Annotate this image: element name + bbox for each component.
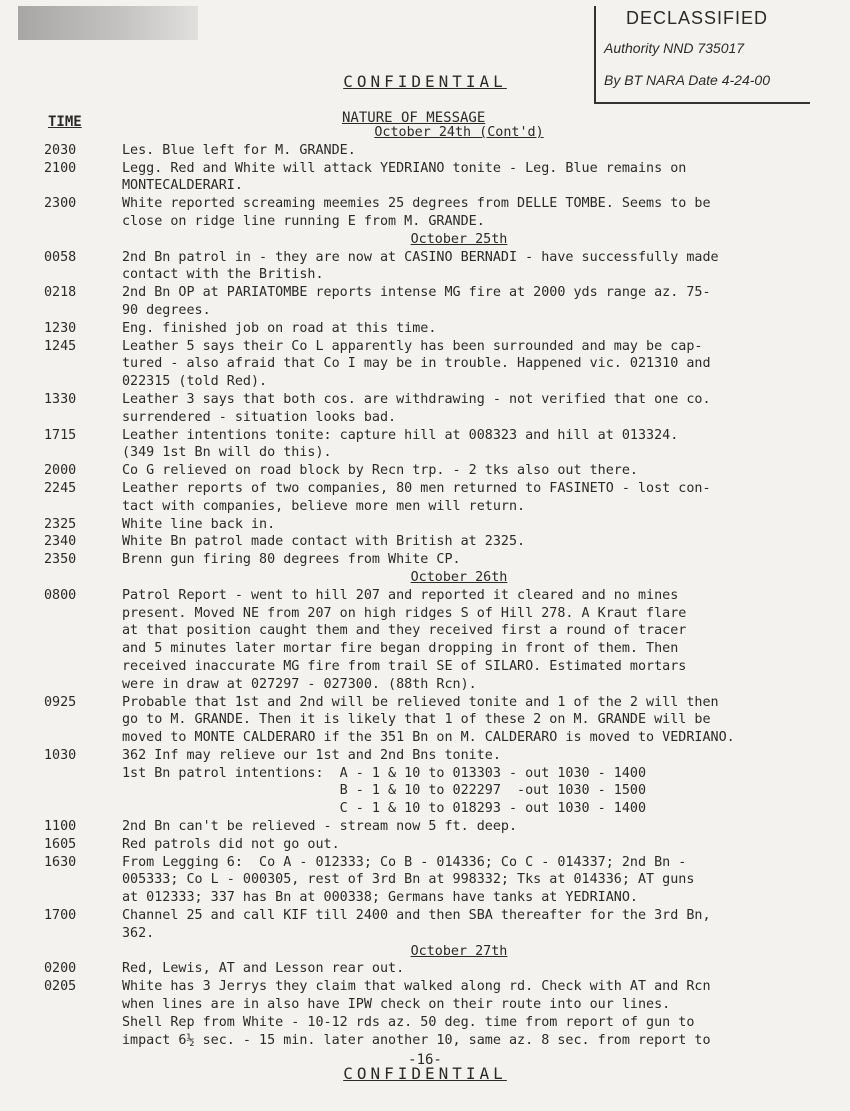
- entry-message-line: MONTECALDERARI.: [122, 178, 243, 194]
- entry-time-spacer: [44, 213, 122, 231]
- entry-message-line: Brenn gun firing 80 degrees from White CP.: [122, 552, 461, 568]
- log-row: [44, 854, 814, 872]
- log-row: [44, 480, 814, 498]
- entry-time: 2030: [44, 142, 77, 158]
- log-row: [44, 836, 814, 854]
- entry-message-line: White reported screaming meemies 25 degrees from DELLE TOMBE. Seems to be: [122, 196, 711, 212]
- entry-message-line: Leather reports of two companies, 80 men returned to FASINETO - lost con-: [122, 480, 711, 496]
- log-row: [44, 1032, 814, 1050]
- entry-time: 1100: [44, 819, 77, 835]
- entry-time: 2000: [44, 463, 77, 479]
- entry-time-spacer: [44, 676, 122, 694]
- entry-time-spacer: [44, 782, 122, 800]
- entry-time-spacer: [44, 622, 122, 640]
- entry-time: 1330: [44, 391, 77, 407]
- log-row: [44, 889, 814, 907]
- log-row: [44, 142, 814, 160]
- entry-time-spacer: [44, 373, 122, 391]
- entry-message-line: moved to MONTE CALDERARO if the 351 Bn on M. CALDERARO is moved to VEDRIANO.: [122, 730, 735, 746]
- entry-time-spacer: [44, 444, 122, 462]
- entry-message-line: contact with the British.: [122, 267, 324, 283]
- entry-message-line: at that position caught them and they received first a round of tracer: [122, 623, 687, 639]
- entry-time-spacer: [44, 889, 122, 907]
- entry-message-line: Les. Blue left for M. GRANDE.: [122, 142, 356, 158]
- entry-message-line: Legg. Red and White will attack YEDRIANO tonite - Leg. Blue remains on: [122, 160, 687, 176]
- log-row: [44, 249, 814, 267]
- entry-message-line: go to M. GRANDE. Then it is likely that 1 of these 2 on M. GRANDE will be: [122, 712, 711, 728]
- entry-message-line: Shell Rep from White - 10-12 rds az. 50 deg. time from report of gun to: [122, 1014, 695, 1030]
- entry-message-line: B - 1 & 10 to 022297 -out 1030 - 1500: [122, 783, 647, 799]
- entry-message-line: 90 degrees.: [122, 302, 211, 318]
- log-row: [44, 729, 814, 747]
- entry-time: 1700: [44, 908, 77, 924]
- log-row: [44, 1014, 814, 1032]
- log-row: [44, 622, 814, 640]
- entry-message-line: Eng. finished job on road at this time.: [122, 320, 437, 336]
- date-heading: October 26th: [410, 569, 508, 585]
- log-row: [44, 391, 814, 409]
- entry-time: 0205: [44, 979, 77, 995]
- entry-message-line: White has 3 Jerrys they claim that walked along rd. Check with AT and Rcn: [122, 979, 711, 995]
- entry-message-line: 2nd Bn can't be relieved - stream now 5 ft. deep.: [122, 819, 518, 835]
- entry-time-spacer: [44, 729, 122, 747]
- entry-time: 2350: [44, 552, 77, 568]
- entry-time: 1230: [44, 320, 77, 336]
- entry-message-line: impact 6½ sec. - 15 min. later another 10, same az. 8 sec. from report to: [122, 1032, 711, 1048]
- date-heading: October 24th (Cont'd): [374, 125, 544, 140]
- log-row: [44, 160, 814, 178]
- log-row: [44, 747, 814, 765]
- log-row: [44, 694, 814, 712]
- entry-time-spacer: [44, 658, 122, 676]
- log-row: [44, 266, 814, 284]
- stamp-label: DECLASSIFIED: [626, 8, 769, 28]
- entry-message-line: C - 1 & 10 to 018293 - out 1030 - 1400: [122, 801, 647, 817]
- entry-time: 0058: [44, 249, 77, 265]
- entry-message-line: and 5 minutes later mortar fire began dropping in front of them. Then: [122, 641, 679, 657]
- log-row: [44, 925, 814, 943]
- log-row: [44, 711, 814, 729]
- date-heading: October 25th: [410, 231, 508, 247]
- log-row: [44, 818, 814, 836]
- entry-time: 2300: [44, 196, 77, 212]
- entry-message-line: Probable that 1st and 2nd will be relieved tonite and 1 of the 2 will then: [122, 694, 719, 710]
- entry-message-line: Red patrols did not go out.: [122, 836, 340, 852]
- log-row: [44, 587, 814, 605]
- log-row: [44, 800, 814, 818]
- entry-time: 0200: [44, 961, 77, 977]
- entry-message-line: when lines are in also have IPW check on their route into our lines.: [122, 997, 671, 1013]
- message-log: [44, 124, 814, 1049]
- log-row: [44, 409, 814, 427]
- entry-time-spacer: [44, 498, 122, 516]
- entry-message-line: 2nd Bn patrol in - they are now at CASINO BERNADI - have successfully made: [122, 249, 719, 265]
- header-classification: CONFIDENTIAL: [343, 72, 507, 91]
- entry-message-line: surrendered - situation looks bad.: [122, 409, 397, 425]
- footer-classification: CONFIDENTIAL: [343, 1064, 507, 1083]
- log-row: [44, 338, 814, 356]
- entry-time: 2245: [44, 480, 77, 496]
- log-row: [44, 444, 814, 462]
- entry-time: 1630: [44, 854, 77, 870]
- entry-time: 2325: [44, 516, 77, 532]
- log-row: [44, 960, 814, 978]
- log-row: [44, 551, 814, 569]
- log-row: [44, 907, 814, 925]
- entry-time-spacer: [44, 640, 122, 658]
- entry-time-spacer: [44, 1032, 122, 1050]
- entry-time-spacer: [44, 266, 122, 284]
- entry-time-spacer: [44, 996, 122, 1014]
- entry-time: 0218: [44, 285, 77, 301]
- nature-column-header: NATURE OF MESSAGE: [342, 110, 486, 126]
- entry-message-line: 005333; Co L - 000305, rest of 3rd Bn at 998332; Tks at 014336; AT guns: [122, 872, 695, 888]
- entry-message-line: were in draw at 027297 - 027300. (88th Rcn).: [122, 676, 477, 692]
- entry-message-line: close on ridge line running E from M. GRANDE.: [122, 213, 485, 229]
- entry-time-spacer: [44, 871, 122, 889]
- entry-time-spacer: [44, 925, 122, 943]
- entry-message-line: received inaccurate MG fire from trail SE of SILARO. Estimated mortars: [122, 658, 687, 674]
- log-row: [44, 427, 814, 445]
- entry-message-line: Patrol Report - went to hill 207 and reported it cleared and no mines: [122, 587, 679, 603]
- entry-time-spacer: [44, 355, 122, 373]
- log-row: [44, 871, 814, 889]
- entry-message-line: Leather intentions tonite: capture hill at 008323 and hill at 013324.: [122, 427, 679, 443]
- time-column-header: TIME: [48, 114, 82, 130]
- log-row: [44, 533, 814, 551]
- entry-time-spacer: [44, 605, 122, 623]
- entry-message-line: 2nd Bn OP at PARIATOMBE reports intense MG fire at 2000 yds range az. 75-: [122, 285, 711, 301]
- log-row: [44, 195, 814, 213]
- log-row: [44, 765, 814, 783]
- entry-time-spacer: [44, 177, 122, 195]
- scan-smudge: [18, 6, 198, 40]
- entry-time-spacer: [44, 302, 122, 320]
- entry-message-line: Leather 5 says their Co L apparently has been surrounded and may be cap-: [122, 338, 703, 354]
- log-row: [44, 498, 814, 516]
- log-row: [44, 320, 814, 338]
- log-row: [44, 782, 814, 800]
- entry-message-line: 362.: [122, 925, 155, 941]
- entry-time: 1030: [44, 747, 77, 763]
- stamp-by-line: By BT NARA Date 4-24-00: [604, 72, 770, 88]
- log-row: [44, 676, 814, 694]
- log-row: [44, 605, 814, 623]
- entry-message-line: tact with companies, believe more men will return.: [122, 498, 526, 514]
- stamp-authority: Authority NND 735017: [604, 40, 745, 56]
- entry-message-line: Leather 3 says that both cos. are withdrawing - not verified that one co.: [122, 391, 711, 407]
- entry-message-line: From Legging 6: Co A - 012333; Co B - 014336; Co C - 014337; 2nd Bn -: [122, 854, 687, 870]
- entry-message-line: 1st Bn patrol intentions: A - 1 & 10 to 013303 - out 1030 - 1400: [122, 765, 647, 781]
- log-row: [44, 373, 814, 391]
- log-row: [44, 516, 814, 534]
- log-row: [44, 177, 814, 195]
- entry-time: 2340: [44, 534, 77, 550]
- log-row: [44, 284, 814, 302]
- entry-time-spacer: [44, 711, 122, 729]
- log-row: [44, 355, 814, 373]
- log-row: [44, 978, 814, 996]
- entry-time: 1245: [44, 338, 77, 354]
- log-row: [44, 213, 814, 231]
- entry-message-line: Channel 25 and call KIF till 2400 and then SBA thereafter for the 3rd Bn,: [122, 908, 711, 924]
- entry-time-spacer: [44, 800, 122, 818]
- log-row: [44, 996, 814, 1014]
- entry-time: 2100: [44, 160, 77, 176]
- log-row: [44, 302, 814, 320]
- entry-time-spacer: [44, 765, 122, 783]
- entry-message-line: White Bn patrol made contact with British at 2325.: [122, 534, 526, 550]
- entry-message-line: (349 1st Bn will do this).: [122, 445, 332, 461]
- entry-message-line: Co G relieved on road block by Recn trp. - 2 tks also out there.: [122, 463, 638, 479]
- entry-time: 1605: [44, 836, 77, 852]
- entry-time: 0800: [44, 587, 77, 603]
- entry-message-line: White line back in.: [122, 516, 276, 532]
- entry-message-line: at 012333; 337 has Bn at 000338; Germans have tanks at YEDRIANO.: [122, 890, 638, 906]
- log-row: [44, 658, 814, 676]
- log-row: [44, 462, 814, 480]
- entry-time-spacer: [44, 409, 122, 427]
- entry-time: 1715: [44, 427, 77, 443]
- entry-message-line: 022315 (told Red).: [122, 374, 268, 390]
- entry-message-line: Red, Lewis, AT and Lesson rear out.: [122, 961, 405, 977]
- entry-message-line: 362 Inf may relieve our 1st and 2nd Bns tonite.: [122, 747, 501, 763]
- page-number: -16-: [408, 1052, 442, 1068]
- entry-message-line: present. Moved NE from 207 on high ridges S of Hill 278. A Kraut flare: [122, 605, 687, 621]
- log-row: [44, 640, 814, 658]
- entry-time-spacer: [44, 1014, 122, 1032]
- entry-time: 0925: [44, 694, 77, 710]
- date-heading: October 27th: [410, 943, 508, 959]
- entry-message-line: tured - also afraid that Co I may be in trouble. Happened vic. 021310 and: [122, 356, 711, 372]
